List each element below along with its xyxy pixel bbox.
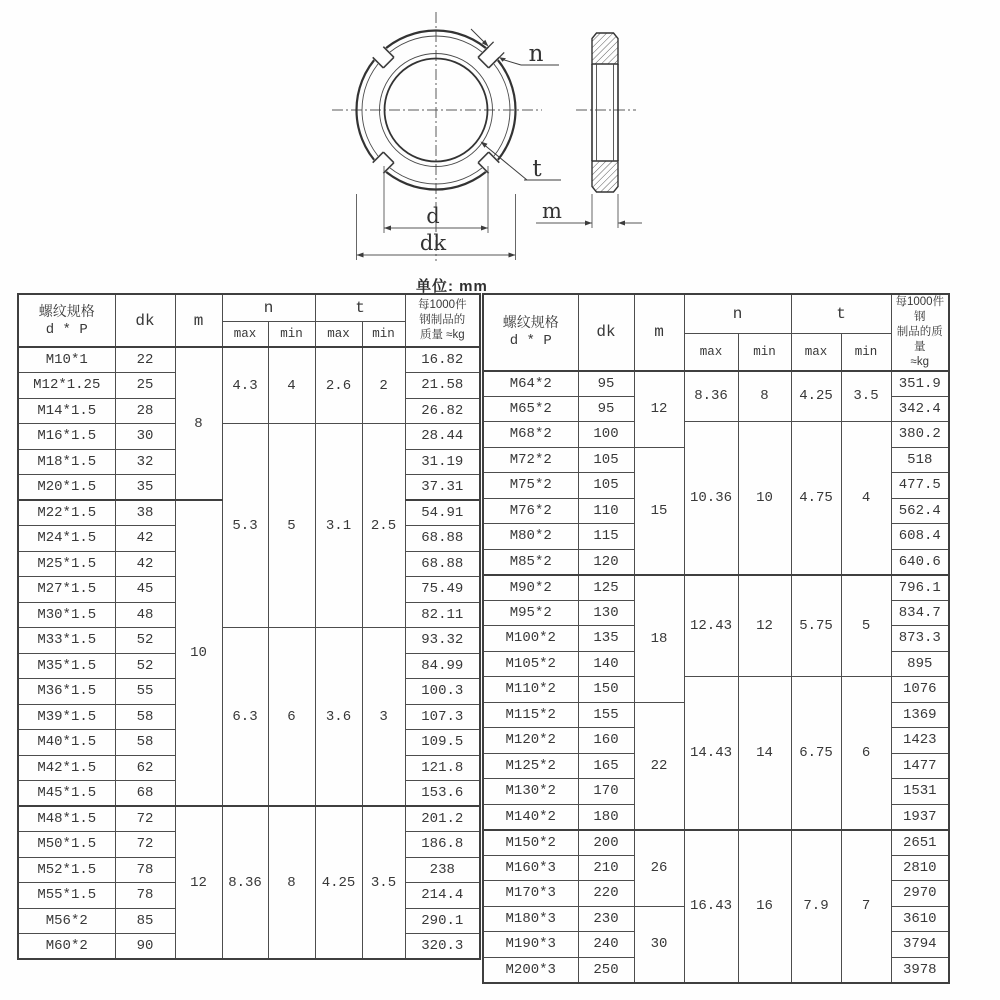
weight-cell: 796.1	[891, 575, 949, 601]
spec-cell: M170*3	[483, 881, 578, 907]
dk-cell: 130	[578, 600, 634, 626]
dim-label-dk: dk	[419, 231, 447, 255]
weight-column-header	[405, 294, 480, 347]
t-min-column-header: min	[841, 333, 891, 371]
table-row	[483, 830, 949, 856]
weight-cell: 93.32	[405, 628, 480, 654]
weight-header-line: 每1000件钢	[895, 296, 945, 323]
weight-cell: 1477	[891, 753, 949, 779]
dk-cell: 52	[115, 628, 175, 654]
weight-cell: 895	[891, 651, 949, 677]
dk-column-header: dk	[115, 294, 175, 347]
t-min-cell: 2.5	[362, 424, 405, 628]
spec-cell: M190*3	[483, 932, 578, 958]
t-min-cell: 4	[841, 422, 891, 575]
dim-label-m: m	[542, 199, 562, 223]
spec-cell: M140*2	[483, 804, 578, 830]
m-group-cell: 22	[634, 702, 684, 830]
weight-cell: 68.88	[405, 526, 480, 552]
spec-cell: M64*2	[483, 371, 578, 397]
dk-cell: 165	[578, 753, 634, 779]
dk-cell: 58	[115, 704, 175, 730]
weight-cell: 238	[405, 857, 480, 883]
spec-cell: M30*1.5	[18, 602, 115, 628]
n-min-cell: 16	[738, 830, 791, 983]
spec-cell: M200*3	[483, 957, 578, 983]
dk-cell: 95	[578, 396, 634, 422]
spec-cell: M10*1	[18, 347, 115, 373]
dk-cell: 125	[578, 575, 634, 601]
dk-cell: 30	[115, 424, 175, 450]
spec-cell: M90*2	[483, 575, 578, 601]
dk-cell: 35	[115, 475, 175, 501]
spec-cell: M22*1.5	[18, 500, 115, 526]
n-min-cell: 10	[738, 422, 791, 575]
t-min-cell: 2	[362, 347, 405, 424]
t-min-cell: 5	[841, 575, 891, 677]
weight-cell: 201.2	[405, 806, 480, 832]
dk-cell: 45	[115, 577, 175, 603]
dk-cell: 22	[115, 347, 175, 373]
dk-column-header: dk	[578, 294, 634, 371]
spec-header-line2: d * P	[509, 333, 552, 350]
table-header	[18, 294, 480, 347]
technical-drawing	[330, 4, 670, 272]
weight-cell: 107.3	[405, 704, 480, 730]
weight-cell: 1423	[891, 728, 949, 754]
t-min-cell: 6	[841, 677, 891, 830]
weight-cell: 75.49	[405, 577, 480, 603]
spec-cell: M20*1.5	[18, 475, 115, 501]
spec-cell: M100*2	[483, 626, 578, 652]
spec-header-line1: 螺纹规格	[38, 302, 95, 319]
dk-cell: 250	[578, 957, 634, 983]
dk-cell: 210	[578, 855, 634, 881]
weight-cell: 834.7	[891, 600, 949, 626]
dk-cell: 72	[115, 832, 175, 858]
spec-cell: M85*2	[483, 549, 578, 575]
m-group-cell: 12	[175, 806, 222, 959]
t-min-cell: 3.5	[841, 371, 891, 422]
spec-cell: M95*2	[483, 600, 578, 626]
t-column-header: t	[791, 294, 891, 333]
n-column-header: n	[684, 294, 791, 333]
dk-cell: 78	[115, 883, 175, 909]
weight-cell: 873.3	[891, 626, 949, 652]
spec-cell: M36*1.5	[18, 679, 115, 705]
dim-label-t: t	[532, 156, 542, 182]
dim-label-d: d	[426, 204, 440, 228]
weight-cell: 562.4	[891, 498, 949, 524]
n-max-cell: 5.3	[222, 424, 268, 628]
header-row-1	[18, 294, 480, 321]
weight-header-line: 质量 ≈kg	[419, 328, 465, 341]
t-min-cell: 3	[362, 628, 405, 807]
weight-cell: 68.88	[405, 551, 480, 577]
weight-cell: 380.2	[891, 422, 949, 448]
spec-cell: M75*2	[483, 473, 578, 499]
n-max-cell: 16.43	[684, 830, 738, 983]
dk-cell: 105	[578, 447, 634, 473]
spec-cell: M39*1.5	[18, 704, 115, 730]
weight-cell: 2810	[891, 855, 949, 881]
dk-cell: 100	[578, 422, 634, 448]
weight-cell: 2651	[891, 830, 949, 856]
n-min-cell: 6	[268, 628, 315, 807]
dk-cell: 58	[115, 730, 175, 756]
weight-cell: 290.1	[405, 908, 480, 934]
dk-cell: 200	[578, 830, 634, 856]
m-group-cell: 30	[634, 906, 684, 983]
slot-bottom-right	[475, 149, 503, 177]
t-max-cell: 3.1	[315, 424, 362, 628]
table-row	[18, 347, 480, 373]
n-min-cell: 12	[738, 575, 791, 677]
slot-top-left	[369, 43, 397, 71]
weight-cell: 1369	[891, 702, 949, 728]
weight-header-line: ≈kg	[910, 355, 930, 368]
weight-cell: 109.5	[405, 730, 480, 756]
spec-cell: M45*1.5	[18, 781, 115, 807]
right-spec-table	[482, 293, 950, 984]
spec-cell: M105*2	[483, 651, 578, 677]
table-row	[18, 628, 480, 654]
spec-cell: M40*1.5	[18, 730, 115, 756]
t-min-cell: 3.5	[362, 806, 405, 959]
weight-cell: 28.44	[405, 424, 480, 450]
unit-label: 单位: mm	[416, 278, 488, 295]
weight-cell: 37.31	[405, 475, 480, 501]
table-row	[18, 806, 480, 832]
weight-cell: 3794	[891, 932, 949, 958]
dk-cell: 105	[578, 473, 634, 499]
m-group-cell: 12	[634, 371, 684, 448]
dk-cell: 170	[578, 779, 634, 805]
weight-cell: 640.6	[891, 549, 949, 575]
t-column-header: t	[315, 294, 405, 321]
table-row	[18, 424, 480, 450]
dk-cell: 115	[578, 524, 634, 550]
side-view	[592, 33, 618, 192]
spec-cell: M24*1.5	[18, 526, 115, 552]
n-min-cell: 14	[738, 677, 791, 830]
dk-cell: 180	[578, 804, 634, 830]
dk-cell: 62	[115, 755, 175, 781]
n-max-cell: 6.3	[222, 628, 268, 807]
hatched-section-bottom	[592, 161, 618, 192]
m-group-cell: 15	[634, 447, 684, 575]
weight-cell: 320.3	[405, 934, 480, 960]
spec-cell: M110*2	[483, 677, 578, 703]
spec-cell: M42*1.5	[18, 755, 115, 781]
hatched-section-top	[592, 33, 618, 64]
spec-cell: M160*3	[483, 855, 578, 881]
dk-cell: 120	[578, 549, 634, 575]
spec-cell: M16*1.5	[18, 424, 115, 450]
spec-cell: M72*2	[483, 447, 578, 473]
t-max-column-header: max	[315, 321, 362, 347]
t-max-cell: 4.25	[315, 806, 362, 959]
n-min-cell: 5	[268, 424, 315, 628]
weight-cell: 608.4	[891, 524, 949, 550]
dk-cell: 28	[115, 398, 175, 424]
weight-cell: 121.8	[405, 755, 480, 781]
dk-cell: 155	[578, 702, 634, 728]
weight-cell: 518	[891, 447, 949, 473]
weight-cell: 186.8	[405, 832, 480, 858]
weight-column-header	[891, 294, 949, 371]
n-min-cell: 4	[268, 347, 315, 424]
spec-cell: M33*1.5	[18, 628, 115, 654]
t-max-cell: 2.6	[315, 347, 362, 424]
weight-cell: 3978	[891, 957, 949, 983]
n-max-cell: 10.36	[684, 422, 738, 575]
spec-cell: M80*2	[483, 524, 578, 550]
dk-cell: 48	[115, 602, 175, 628]
m-group-cell: 18	[634, 575, 684, 703]
n-column-header: n	[222, 294, 315, 321]
dk-cell: 32	[115, 449, 175, 475]
dk-cell: 42	[115, 551, 175, 577]
t-max-cell: 4.25	[791, 371, 841, 422]
spec-cell: M35*1.5	[18, 653, 115, 679]
spec-cell: M18*1.5	[18, 449, 115, 475]
spec-column-header	[483, 294, 578, 371]
spec-cell: M65*2	[483, 396, 578, 422]
m-column-header: m	[175, 294, 222, 347]
dk-cell: 42	[115, 526, 175, 552]
spec-cell: M14*1.5	[18, 398, 115, 424]
dk-cell: 110	[578, 498, 634, 524]
table-body	[483, 371, 949, 983]
weight-cell: 351.9	[891, 371, 949, 397]
weight-cell: 1937	[891, 804, 949, 830]
weight-cell: 2970	[891, 881, 949, 907]
spec-header-line1: 螺纹规格	[502, 314, 559, 331]
spec-cell: M115*2	[483, 702, 578, 728]
dk-cell: 140	[578, 651, 634, 677]
m-group-cell: 10	[175, 500, 222, 806]
dk-cell: 220	[578, 881, 634, 907]
weight-header-line: 钢制品的	[419, 314, 466, 327]
table-row	[483, 575, 949, 601]
t-max-column-header: max	[791, 333, 841, 371]
weight-cell: 84.99	[405, 653, 480, 679]
spec-column-header	[18, 294, 115, 347]
weight-cell: 214.4	[405, 883, 480, 909]
weight-cell: 16.82	[405, 347, 480, 373]
spec-cell: M130*2	[483, 779, 578, 805]
dk-cell: 160	[578, 728, 634, 754]
spec-cell: M180*3	[483, 906, 578, 932]
dk-cell: 78	[115, 857, 175, 883]
n-max-column-header: max	[684, 333, 738, 371]
n-max-cell: 8.36	[222, 806, 268, 959]
weight-cell: 342.4	[891, 396, 949, 422]
dk-cell: 52	[115, 653, 175, 679]
dk-cell: 90	[115, 934, 175, 960]
t-min-cell: 7	[841, 830, 891, 983]
weight-cell: 21.58	[405, 373, 480, 399]
spec-cell: M52*1.5	[18, 857, 115, 883]
dk-cell: 72	[115, 806, 175, 832]
spec-cell: M60*2	[18, 934, 115, 960]
dk-cell: 230	[578, 906, 634, 932]
m-group-cell: 26	[634, 830, 684, 907]
spec-cell: M12*1.25	[18, 373, 115, 399]
spec-cell: M120*2	[483, 728, 578, 754]
dk-cell: 135	[578, 626, 634, 652]
weight-cell: 1076	[891, 677, 949, 703]
weight-cell: 1531	[891, 779, 949, 805]
n-max-column-header: max	[222, 321, 268, 347]
n-max-cell: 8.36	[684, 371, 738, 422]
spec-cell: M150*2	[483, 830, 578, 856]
n-min-column-header: min	[268, 321, 315, 347]
n-max-cell: 14.43	[684, 677, 738, 830]
dk-cell: 85	[115, 908, 175, 934]
table-body	[18, 347, 480, 959]
table-row	[483, 422, 949, 448]
dk-cell: 150	[578, 677, 634, 703]
weight-header-line: 每1000件	[417, 299, 467, 312]
weight-cell: 26.82	[405, 398, 480, 424]
dk-cell: 240	[578, 932, 634, 958]
t-max-cell: 7.9	[791, 830, 841, 983]
n-min-column-header: min	[738, 333, 791, 371]
t-max-cell: 6.75	[791, 677, 841, 830]
weight-cell: 54.91	[405, 500, 480, 526]
spec-header-line2: d * P	[45, 321, 88, 338]
table-row	[483, 371, 949, 397]
spec-cell: M76*2	[483, 498, 578, 524]
n-max-cell: 4.3	[222, 347, 268, 424]
n-min-cell: 8	[268, 806, 315, 959]
slot-bottom-left	[369, 149, 397, 177]
table-row	[483, 677, 949, 703]
spec-cell: M68*2	[483, 422, 578, 448]
spec-cell: M55*1.5	[18, 883, 115, 909]
n-max-cell: 12.43	[684, 575, 738, 677]
dk-cell: 55	[115, 679, 175, 705]
t-max-cell: 5.75	[791, 575, 841, 677]
weight-cell: 31.19	[405, 449, 480, 475]
header-row-1	[483, 294, 949, 333]
spec-cell: M50*1.5	[18, 832, 115, 858]
dk-cell: 38	[115, 500, 175, 526]
n-min-cell: 8	[738, 371, 791, 422]
weight-cell: 82.11	[405, 602, 480, 628]
dk-cell: 25	[115, 373, 175, 399]
dim-label-n: n	[528, 41, 544, 67]
t-max-cell: 3.6	[315, 628, 362, 807]
m-column-header: m	[634, 294, 684, 371]
weight-cell: 153.6	[405, 781, 480, 807]
spec-cell: M25*1.5	[18, 551, 115, 577]
left-spec-table	[17, 293, 481, 960]
weight-cell: 477.5	[891, 473, 949, 499]
m-group-cell: 8	[175, 347, 222, 500]
weight-cell: 3610	[891, 906, 949, 932]
spec-cell: M56*2	[18, 908, 115, 934]
dk-cell: 68	[115, 781, 175, 807]
table-header	[483, 294, 949, 371]
dk-cell: 95	[578, 371, 634, 397]
spec-cell: M125*2	[483, 753, 578, 779]
spec-cell: M27*1.5	[18, 577, 115, 603]
weight-header-line: 制品的质量	[896, 325, 943, 353]
t-min-column-header: min	[362, 321, 405, 347]
spec-cell: M48*1.5	[18, 806, 115, 832]
weight-cell: 100.3	[405, 679, 480, 705]
t-max-cell: 4.75	[791, 422, 841, 575]
